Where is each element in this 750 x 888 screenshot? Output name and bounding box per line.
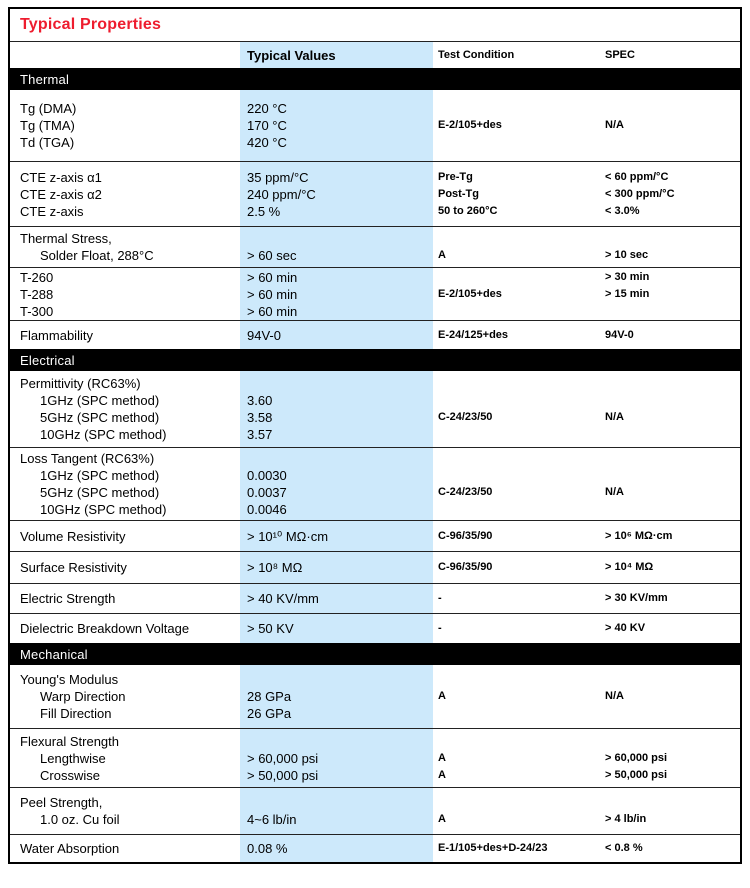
test-condition-cell <box>433 268 600 320</box>
section-bar-thermal <box>10 68 740 90</box>
property-cell-line: T-288 <box>20 286 54 302</box>
typical-value-cell-line: > 60 min <box>247 286 298 302</box>
property-cell-line: Permittivity (RC63%) <box>20 376 141 391</box>
test-condition-cell-line: Post-Tg <box>438 187 479 200</box>
test-condition-cell-line <box>438 467 600 484</box>
property-cell-line: T-300 <box>20 303 54 319</box>
property-cell-line: Electric Strength <box>20 591 116 606</box>
typical-value-cell <box>240 835 433 862</box>
typical-value-cell-line <box>247 375 433 392</box>
typical-value-cell-line: 35 ppm/°C <box>247 169 309 185</box>
typical-value-cell-line: 2.5 % <box>247 203 281 219</box>
property-cell-line: Lengthwise <box>40 750 106 766</box>
property-cell <box>10 321 240 349</box>
spec-cell <box>600 321 740 349</box>
test-condition-cell-line: C-96/35/90 <box>438 529 493 542</box>
table-body <box>10 68 740 862</box>
spec-cell-line <box>605 303 740 320</box>
property-cell-line: 10GHz (SPC method) <box>40 502 167 517</box>
table-row <box>10 371 740 447</box>
table-row <box>10 90 740 161</box>
typical-value-cell-line <box>247 450 433 467</box>
spec-cell-line: < 60 ppm/°C <box>605 170 669 183</box>
property-cell <box>10 729 240 787</box>
spec-cell <box>600 371 740 447</box>
property-cell <box>10 162 240 226</box>
spec-cell-line <box>605 501 740 518</box>
typical-value-cell-line: 3.58 <box>247 410 273 425</box>
spec-cell <box>600 552 740 583</box>
spec-cell-line: > 30 min <box>605 270 650 283</box>
test-condition-cell-line <box>438 100 600 117</box>
property-cell-line: Tg (DMA) <box>20 101 77 116</box>
table-row <box>10 161 740 226</box>
test-condition-cell-line <box>438 230 600 247</box>
test-condition-cell-line: E-2/105+des <box>438 119 502 131</box>
spec-cell-line <box>605 100 740 117</box>
typical-value-cell <box>240 371 433 447</box>
test-condition-cell <box>433 371 600 447</box>
typical-value-cell-line: > 60 min <box>247 303 298 319</box>
column-header-typical-values: Typical Values <box>240 42 433 68</box>
property-cell <box>10 371 240 447</box>
test-condition-cell-line: C-96/35/90 <box>438 561 493 573</box>
test-condition-cell-line: C-24/23/50 <box>438 411 493 423</box>
spec-cell-line <box>605 733 740 750</box>
typical-value-cell-line: 420 °C <box>247 135 287 150</box>
typical-value-cell-line: 3.60 <box>247 393 273 408</box>
spec-cell-line: > 50,000 psi <box>605 768 668 781</box>
property-cell-line: Loss Tangent (RC63%) <box>20 451 155 466</box>
test-condition-cell-line <box>438 671 600 688</box>
property-cell-line: Solder Float, 288°C <box>40 248 154 263</box>
spec-cell-line <box>605 375 740 392</box>
spec-cell-line <box>605 230 740 247</box>
test-condition-cell <box>433 162 600 226</box>
test-condition-cell <box>433 788 600 834</box>
property-cell-line: T-260 <box>20 269 54 285</box>
spec-cell-line <box>605 134 740 151</box>
typical-value-cell <box>240 584 433 613</box>
typical-value-cell-line: 94V-0 <box>247 327 281 343</box>
table-row <box>10 613 740 643</box>
typical-value-cell-line: 4~6 lb/in <box>247 812 297 827</box>
property-cell-line: Young's Modulus <box>20 672 119 687</box>
page-title: Typical Properties <box>20 16 162 33</box>
property-cell <box>10 268 240 320</box>
test-condition-cell-line <box>438 794 600 811</box>
typical-value-cell <box>240 448 433 520</box>
spec-cell-line: > 30 KV/mm <box>605 592 668 604</box>
section-bar-label: Mechanical <box>20 646 88 662</box>
property-cell-line: Td (TGA) <box>20 135 75 150</box>
property-cell-line: Tg (TMA) <box>20 118 75 133</box>
test-condition-cell-line: 50 to 260°C <box>438 204 498 217</box>
typical-value-cell-line <box>247 733 433 750</box>
property-cell-line: CTE z-axis <box>20 203 84 219</box>
test-condition-cell <box>433 227 600 267</box>
typical-value-cell-line: 0.0046 <box>247 502 287 517</box>
typical-value-cell-line: > 60,000 psi <box>247 750 319 766</box>
spec-cell <box>600 614 740 643</box>
typical-value-cell-line: > 10⁸ MΩ <box>247 560 303 575</box>
test-condition-cell-line: A <box>438 690 446 702</box>
test-condition-cell-line <box>438 303 600 320</box>
property-cell-line: CTE z-axis α1 <box>20 169 102 185</box>
table-row <box>10 520 740 551</box>
typical-value-cell-line <box>247 671 433 688</box>
typical-value-cell-line: > 40 KV/mm <box>247 591 319 606</box>
typical-value-cell-line: > 60 min <box>247 269 298 285</box>
typical-value-cell <box>240 268 433 320</box>
spec-cell-line <box>605 426 740 443</box>
properties-table <box>8 7 742 864</box>
column-header-test-condition: Test Condition <box>438 49 515 61</box>
spec-cell-line: < 0.8 % <box>605 842 643 854</box>
typical-value-cell-line <box>247 794 433 811</box>
section-bar-label: Thermal <box>20 71 70 87</box>
typical-value-cell <box>240 521 433 551</box>
test-condition-cell-line: E-2/105+des <box>438 287 502 300</box>
property-cell <box>10 552 240 583</box>
typical-value-cell <box>240 90 433 161</box>
spec-cell <box>600 521 740 551</box>
spec-cell <box>600 162 740 226</box>
property-cell-line: 5GHz (SPC method) <box>40 485 160 500</box>
test-condition-cell <box>433 729 600 787</box>
test-condition-cell-line: A <box>438 768 446 781</box>
typical-value-cell-line: > 50 KV <box>247 621 294 636</box>
test-condition-cell-line <box>438 134 600 151</box>
table-title-row <box>10 9 740 42</box>
test-condition-cell-line: - <box>438 622 442 634</box>
property-cell-line: 10GHz (SPC method) <box>40 427 167 442</box>
spec-cell <box>600 268 740 320</box>
spec-cell <box>600 227 740 267</box>
test-condition-cell-line <box>438 392 600 409</box>
spec-cell-line: N/A <box>605 690 624 702</box>
spec-cell-line: < 3.0% <box>605 204 640 217</box>
typical-value-cell <box>240 552 433 583</box>
property-cell-line: 1.0 oz. Cu foil <box>40 812 120 827</box>
test-condition-cell-line: - <box>438 592 442 604</box>
test-condition-cell <box>433 584 600 613</box>
test-condition-cell-line <box>438 705 600 722</box>
property-cell-line: Water Absorption <box>20 841 120 856</box>
typical-value-cell-line: 26 GPa <box>247 706 292 721</box>
spec-cell-line: > 15 min <box>605 287 650 300</box>
property-cell <box>10 665 240 728</box>
spec-cell-line: > 10 sec <box>605 249 649 261</box>
spec-cell <box>600 788 740 834</box>
spec-cell-line: N/A <box>605 411 624 423</box>
typical-value-cell-line: > 10¹⁰ MΩ·cm <box>247 528 329 544</box>
table-row <box>10 551 740 583</box>
test-condition-cell-line: A <box>438 751 446 764</box>
test-condition-cell <box>433 521 600 551</box>
spec-cell-line <box>605 450 740 467</box>
table-row <box>10 320 740 349</box>
table-row <box>10 728 740 787</box>
spec-cell <box>600 835 740 862</box>
typical-value-cell-line: 0.0037 <box>247 485 287 500</box>
test-condition-cell-line <box>438 501 600 518</box>
spec-cell <box>600 90 740 161</box>
test-condition-cell-line: E-1/105+des+D-24/23 <box>438 842 548 854</box>
property-cell-line: Crosswise <box>40 767 100 783</box>
property-cell <box>10 227 240 267</box>
property-cell-line: Volume Resistivity <box>20 528 126 544</box>
table-row <box>10 447 740 520</box>
table-row <box>10 226 740 267</box>
test-condition-cell-line: A <box>438 249 446 261</box>
table-row <box>10 665 740 728</box>
typical-value-cell-line: > 60 sec <box>247 248 297 263</box>
property-cell-line: 1GHz (SPC method) <box>40 393 160 408</box>
typical-value-cell <box>240 162 433 226</box>
spec-cell-line <box>605 392 740 409</box>
spec-cell-line <box>605 794 740 811</box>
spec-cell <box>600 448 740 520</box>
property-cell <box>10 788 240 834</box>
test-condition-cell-line: A <box>438 813 446 825</box>
property-cell-line: Warp Direction <box>40 689 126 704</box>
property-cell-line: Flexural Strength <box>20 733 119 749</box>
column-header-property <box>10 42 240 68</box>
property-cell <box>10 835 240 862</box>
table-row <box>10 267 740 320</box>
spec-cell-line <box>605 467 740 484</box>
typical-value-cell-line: > 50,000 psi <box>247 767 319 783</box>
property-cell-line: Flammability <box>20 327 93 343</box>
typical-value-cell <box>240 665 433 728</box>
typical-value-cell-line: 170 °C <box>247 118 287 133</box>
test-condition-cell-line <box>438 269 600 286</box>
typical-value-cell <box>240 321 433 349</box>
section-bar-label: Electrical <box>20 352 75 368</box>
table-row <box>10 583 740 613</box>
spec-cell <box>600 729 740 787</box>
property-cell-line: Surface Resistivity <box>20 560 127 575</box>
test-condition-cell-line <box>438 375 600 392</box>
typical-value-cell-line <box>247 230 433 247</box>
spec-cell-line: < 300 ppm/°C <box>605 187 675 200</box>
test-condition-cell-line <box>438 450 600 467</box>
spec-cell-line: 94V-0 <box>605 328 634 341</box>
typical-value-cell <box>240 614 433 643</box>
property-cell-line: Fill Direction <box>40 706 112 721</box>
property-cell <box>10 90 240 161</box>
property-cell-line: CTE z-axis α2 <box>20 186 102 202</box>
property-cell <box>10 584 240 613</box>
spec-cell-line: > 40 KV <box>605 622 646 634</box>
property-cell-line: Thermal Stress, <box>20 231 112 246</box>
property-cell-line: Peel Strength, <box>20 795 103 810</box>
column-header-spec: SPEC <box>605 49 635 61</box>
typical-value-cell <box>240 227 433 267</box>
section-bar-electrical <box>10 349 740 371</box>
section-bar-mechanical <box>10 643 740 665</box>
table-row <box>10 834 740 862</box>
test-condition-cell-line: Pre-Tg <box>438 170 473 183</box>
typical-value-cell-line: 3.57 <box>247 427 273 442</box>
spec-cell-line: > 10⁶ MΩ·cm <box>605 529 673 542</box>
test-condition-cell <box>433 835 600 862</box>
spec-cell <box>600 584 740 613</box>
test-condition-cell <box>433 321 600 349</box>
test-condition-cell-line <box>438 426 600 443</box>
spec-cell-line <box>605 671 740 688</box>
typical-value-cell-line: 240 ppm/°C <box>247 186 316 202</box>
test-condition-cell-line: E-24/125+des <box>438 328 509 341</box>
typical-value-cell-line: 220 °C <box>247 101 287 116</box>
property-cell-line: Dielectric Breakdown Voltage <box>20 621 190 636</box>
table-row <box>10 787 740 834</box>
column-header-row <box>10 42 740 68</box>
spec-cell-line: N/A <box>605 119 624 131</box>
spec-cell-line <box>605 705 740 722</box>
typical-value-cell-line: 0.08 % <box>247 841 288 856</box>
test-condition-cell <box>433 614 600 643</box>
spec-cell-line: > 4 lb/in <box>605 813 647 825</box>
spec-cell-line: > 10⁴ MΩ <box>605 561 654 573</box>
typical-value-cell-line: 0.0030 <box>247 468 287 483</box>
typical-value-cell <box>240 788 433 834</box>
test-condition-cell-line: C-24/23/50 <box>438 486 493 498</box>
spec-cell <box>600 665 740 728</box>
spec-cell-line: N/A <box>605 486 624 498</box>
property-cell <box>10 521 240 551</box>
property-cell-line: 5GHz (SPC method) <box>40 410 160 425</box>
property-cell <box>10 614 240 643</box>
test-condition-cell <box>433 665 600 728</box>
typical-value-cell-line: 28 GPa <box>247 689 292 704</box>
property-cell-line: 1GHz (SPC method) <box>40 468 160 483</box>
spec-cell-line: > 60,000 psi <box>605 751 668 764</box>
property-cell <box>10 448 240 520</box>
typical-value-cell <box>240 729 433 787</box>
test-condition-cell <box>433 90 600 161</box>
test-condition-cell <box>433 552 600 583</box>
test-condition-cell-line <box>438 733 600 750</box>
test-condition-cell <box>433 448 600 520</box>
